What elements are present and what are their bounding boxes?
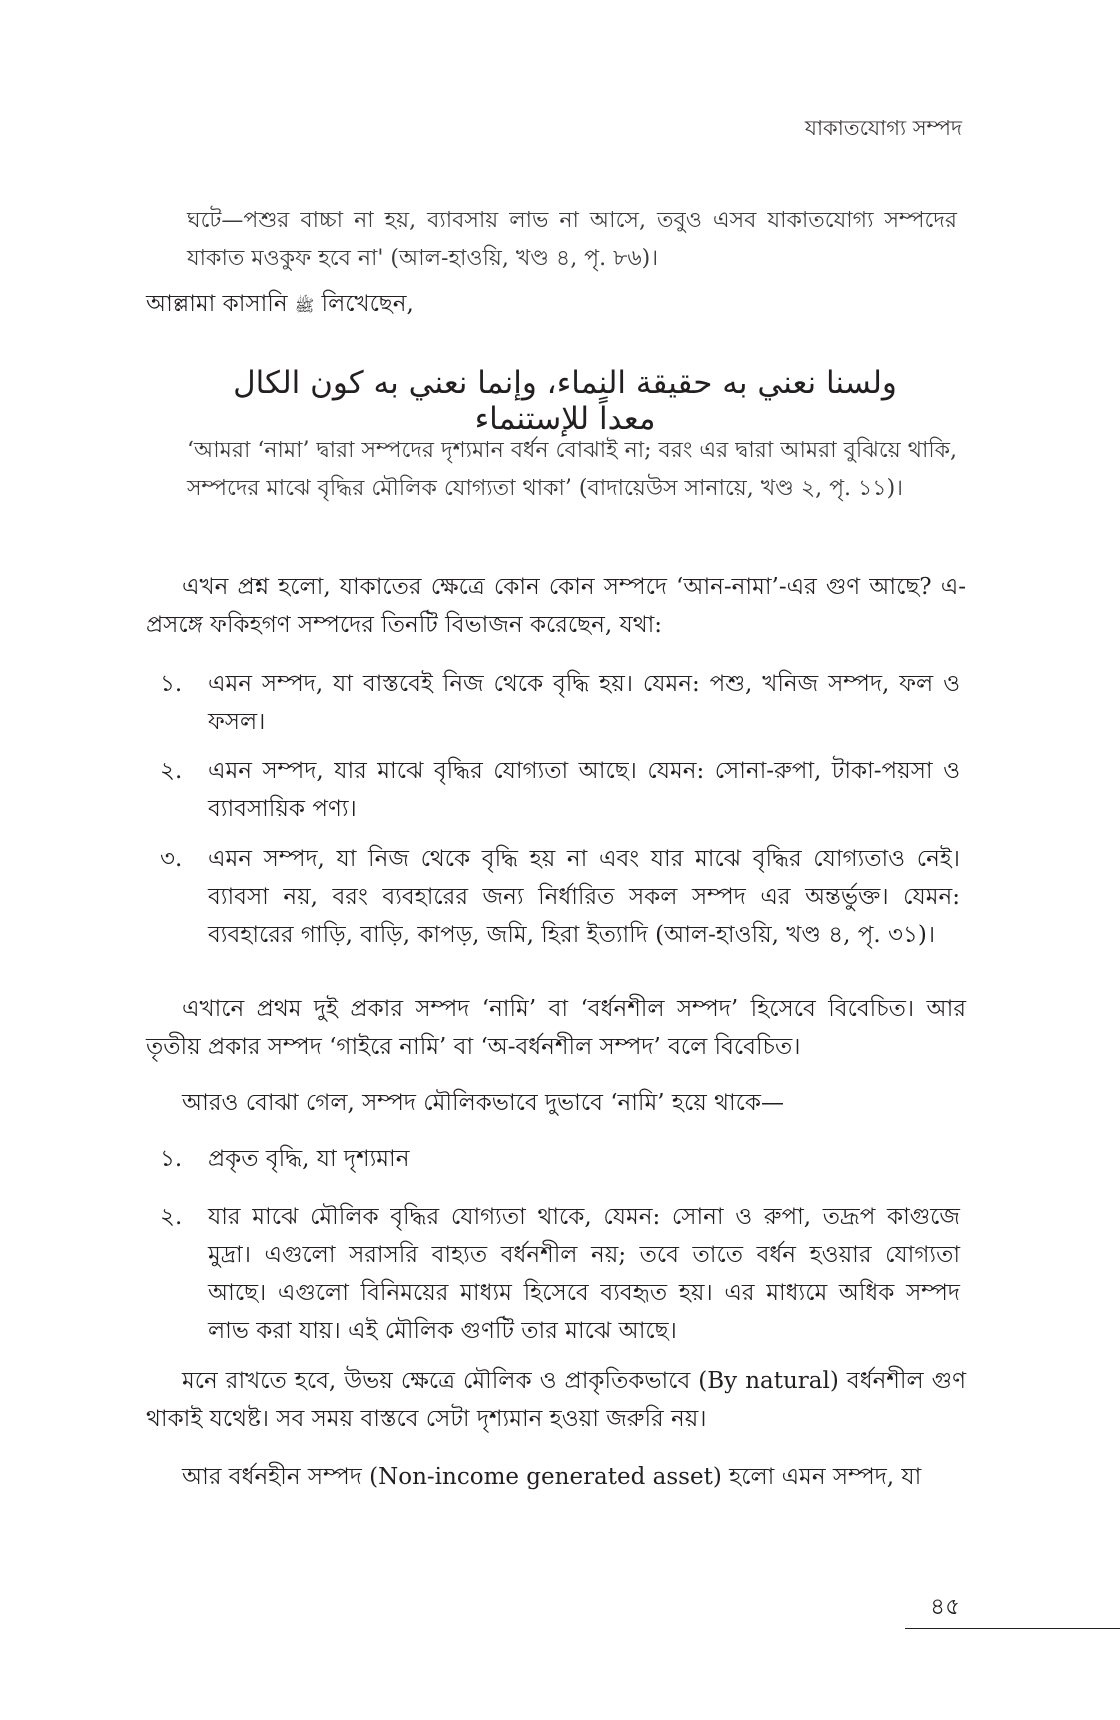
arabic-quote: ولسنا نعني به حقيقة النماء، وإنما نعني به كون الكال معداً للإستنماء	[233, 365, 897, 437]
list-text: এমন সম্পদ, যা নিজ থেকে বৃদ্ধি হয় না এবং যার মাঝে বৃদ্ধির যোগ্যতাও নেই। ব্যাবসা নয়, বরং ব্যবহারের জন্য নির্ধারিত সকল সম্পদ এর অন্তর্ভুক্ত। যেমন: ব্যবহারের গাড়ি, বাড়ি, কাপড়, জমি, হিরা ইত্যাদি (আল-হাওয়ি, খণ্ড ৪, পৃ. ৩১)।	[208, 846, 960, 948]
list-number: ১.	[160, 671, 183, 697]
non-income-paragraph: আর বর্ধনহীন সম্পদ (Non-income generated asset) হলো এমন সম্পদ, যা	[182, 1464, 922, 1490]
list-number: ২.	[160, 1204, 183, 1230]
further-paragraph: আরও বোঝা গেল, সম্পদ মৌলিকভাবে দুভাবে ‘নামি’ হয়ে থাকে—	[182, 1090, 784, 1116]
honorific-ligature: ﷺ	[294, 296, 315, 315]
page-number: ৪৫	[930, 1594, 960, 1620]
list-item	[160, 1198, 960, 1350]
list-number: ২.	[160, 758, 183, 784]
question-paragraph: এখন প্রশ্ন হলো, যাকাতের ক্ষেত্রে কোন কোন সম্পদে ‘আন-নামা’-এর গুণ আছে? এ-প্রসঙ্গে ফকিহগণ সম্পদের তিনটি বিভাজন করেছেন, যথা:	[146, 574, 966, 638]
list-item	[160, 840, 960, 954]
list-text: যার মাঝে মৌলিক বৃদ্ধির যোগ্যতা থাকে, যেমন: সোনা ও রুপা, তদ্রূপ কাগুজে মুদ্রা। এগুলো সরাসরি বাহ্যত বর্ধনশীল নয়; তবে তাতে বর্ধন হওয়ার যোগ্যতা আছে। এগুলো বিনিময়ের মাধ্যম হিসেবে ব্যবহৃত হয়। এর মাধ্যমে অধিক সম্পদ লাভ করা যায়। এই মৌলিক গুণটি তার মাঝে আছে।	[208, 1204, 960, 1344]
intro-quote: ঘটে—পশুর বাচ্চা না হয়, ব্যাবসায় লাভ না আসে, তবুও এসব যাকাতযোগ্য সম্পদের যাকাত মওকুফ হবে না' (আল-হাওয়ি, খণ্ড ৪, পৃ. ৮৬)।	[187, 208, 957, 271]
remember-paragraph: মনে রাখতে হবে, উভয় ক্ষেত্রে মৌলিক ও প্রাকৃতিকভাবে (By natural) বর্ধনশীল গুণ থাকাই যথেষ্ট। সব সময় বাস্তবে সেটা দৃশ্যমান হওয়া জরুরি নয়।	[146, 1368, 966, 1432]
list-item	[160, 1140, 960, 1178]
list-text: এমন সম্পদ, যার মাঝে বৃদ্ধির যোগ্যতা আছে। যেমন: সোনা-রুপা, টাকা-পয়সা ও ব্যাবসায়িক পণ্য।	[208, 758, 960, 822]
kasani-name: আল্লামা কাসানি	[146, 291, 288, 317]
list-number: ১.	[160, 1146, 183, 1172]
running-head: যাকাতযোগ্য সম্পদ	[804, 116, 962, 140]
kasani-suffix: লিখেছেন,	[321, 291, 414, 317]
list-item	[160, 665, 960, 741]
list-item	[160, 752, 960, 828]
list-number: ৩.	[160, 846, 183, 872]
list-text: এমন সম্পদ, যা বাস্তবেই নিজ থেকে বৃদ্ধি হয়। যেমন: পশু, খনিজ সম্পদ, ফল ও ফসল।	[208, 671, 960, 735]
arabic-translation: ‘আমরা ‘নামা’ দ্বারা সম্পদের দৃশ্যমান বর্ধন বোঝাই না; বরং এর দ্বারা আমরা বুঝিয়ে থাকি, সম্পদের মাঝে বৃদ্ধির মৌলিক যোগ্যতা থাকা’ (বাদায়েউস সানায়ে, খণ্ড ২, পৃ. ১১)।	[187, 438, 957, 501]
kasani-intro-line	[146, 285, 966, 325]
list-text: প্রকৃত বৃদ্ধি, যা দৃশ্যমান	[208, 1146, 410, 1172]
footer-rule	[905, 1628, 1120, 1629]
classification-paragraph: এখানে প্রথম দুই প্রকার সম্পদ ‘নামি’ বা ‘বর্ধনশীল সম্পদ’ হিসেবে বিবেচিত। আর তৃতীয় প্রকার সম্পদ ‘গাইরে নামি’ বা ‘অ-বর্ধনশীল সম্পদ’ বলে বিবেচিত।	[146, 996, 966, 1060]
